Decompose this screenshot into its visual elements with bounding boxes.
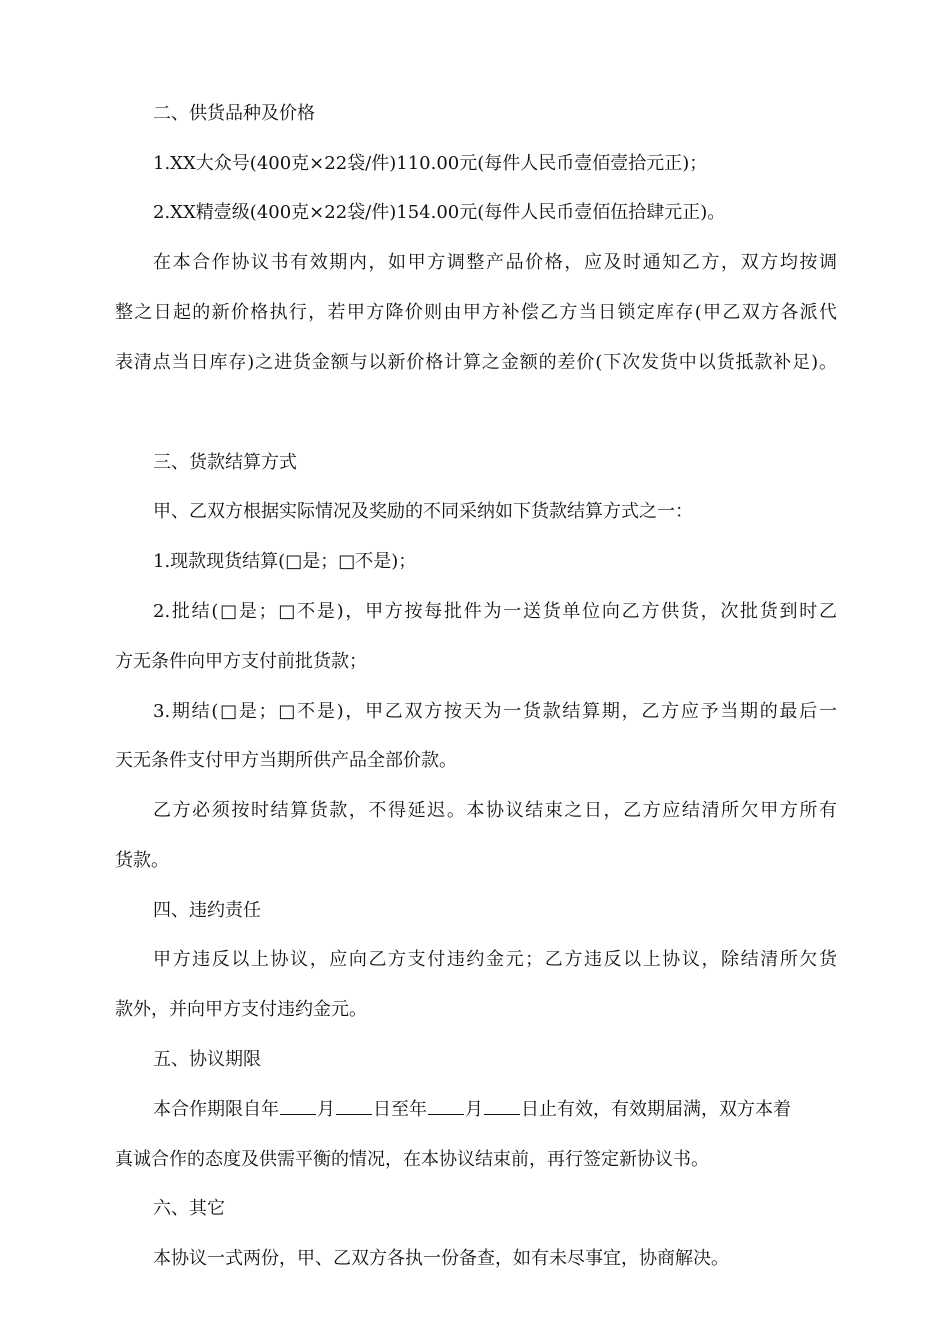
blank-field	[336, 1098, 372, 1115]
term-text: 日止有效，有效期届满，双方本着	[521, 1099, 791, 1120]
paragraph-line: 款外，并向甲方支付违约金元。	[115, 999, 367, 1020]
paragraph-line: 甲、乙双方根据实际情况及奖励的不同采纳如下货款结算方式之一：	[153, 501, 693, 522]
paragraph-line: 天无条件支付甲方当期所供产品全部价款。	[115, 750, 457, 771]
paragraph-line: 整之日起的新价格执行，若甲方降价则由甲方补偿乙方当日锁定库存(甲乙双方各派代	[115, 302, 837, 323]
paragraph-line: 本协议一式两份，甲、乙双方各执一份备查，如有未尽事宜，协商解决。	[153, 1248, 729, 1269]
blank-field	[428, 1098, 464, 1115]
blank-field	[280, 1098, 316, 1115]
paragraph-line: 表清点当日库存)之进货金额与以新价格计算之金额的差价(下次发货中以货抵款补足)。	[115, 352, 837, 373]
paragraph-line: 乙方必须按时结算货款，不得延迟。本协议结束之日，乙方应结清所欠甲方所有	[153, 800, 837, 821]
paragraph-line: 在本合作协议书有效期内，如甲方调整产品价格，应及时通知乙方，双方均按调	[153, 252, 837, 273]
section-heading: 二、供货品种及价格	[153, 103, 315, 124]
paragraph-line: 方无条件向甲方支付前批货款；	[115, 651, 367, 672]
blank-field	[484, 1098, 520, 1115]
payment-option: 2.批结(□是；□不是)，甲方按每批件为一送货单位向乙方供货，次批货到时乙	[153, 601, 837, 622]
term-text: 月	[465, 1099, 483, 1120]
section-heading: 四、违约责任	[153, 900, 261, 921]
paragraph-line: 货款。	[115, 850, 169, 871]
price-item: 2.XX精壹级(400克×22袋/件)154.00元(每件人民币壹佰伍拾肆元正)。	[153, 202, 726, 223]
section-heading: 三、货款结算方式	[153, 452, 297, 473]
term-line	[153, 1098, 791, 1122]
term-text: 本合作期限自年	[153, 1099, 279, 1120]
payment-option: 3.期结(□是；□不是)，甲乙双方按天为一货款结算期，乙方应予当期的最后一	[153, 701, 837, 722]
section-heading: 六、其它	[153, 1198, 225, 1219]
payment-option: 1.现款现货结算(□是；□不是)；	[153, 551, 417, 572]
paragraph-line: 甲方违反以上协议，应向乙方支付违约金元；乙方违反以上协议，除结清所欠货	[153, 949, 837, 970]
term-text: 日至年	[373, 1099, 427, 1120]
section-heading: 五、协议期限	[153, 1049, 261, 1070]
paragraph-line: 真诚合作的态度及供需平衡的情况，在本协议结束前，再行签定新协议书。	[115, 1149, 709, 1170]
term-text: 月	[317, 1099, 335, 1120]
price-item: 1.XX大众号(400克×22袋/件)110.00元(每件人民币壹佰壹拾元正)；	[153, 153, 708, 174]
